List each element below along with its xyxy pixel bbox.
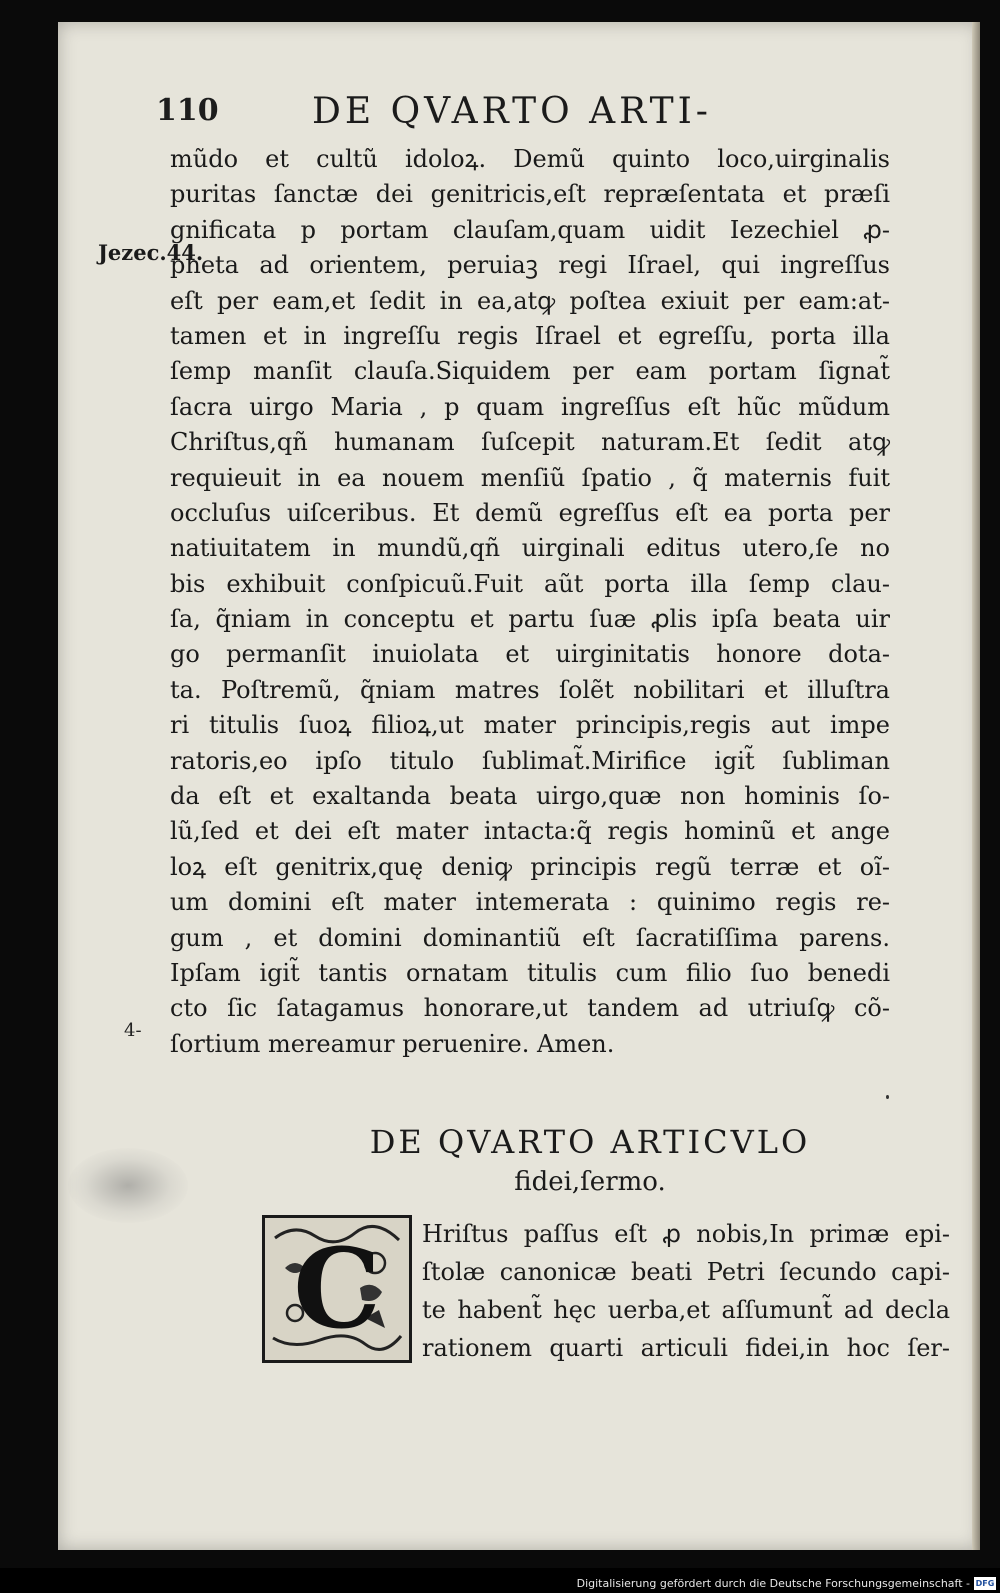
text-line: occluſus uiſceribus. Et demũ egreſſus eſt ea porta per [170,498,890,527]
text-line: go permanſit inuiolata et uirginitatis honore dota- [170,640,890,669]
ink-speck [886,1095,889,1099]
text-line: ſtolæ canonicæ beati Petri ſecundo capi- [422,1258,950,1286]
text-line: da eſt et exaltanda beata uirgo,quæ non hominis ſo- [170,782,890,811]
text-line: gnificata p portam clauſam,quam uidit Iezechiel ꝓ- [170,215,890,244]
dfg-logo-icon: DFG [975,1579,995,1588]
text-line: natiuitatem in mundũ,qñ uirginali editus utero,ſe no [170,534,890,563]
text-line: mũdo et cultũ idoloꝝ. Demũ quinto loco,uirginalis [170,145,890,173]
section-heading [280,1120,900,1200]
ink-blot [68,1148,188,1223]
footer-bar [0,1575,1000,1593]
text-line: ri titulis ſuoꝝ filioꝝ,ut mater principis,regis aut impe [170,711,890,740]
initial-letter: C [293,1224,381,1353]
text-line: ſacra uirgo Maria , p quam ingreſſus eſt hũc mũdum [170,392,890,421]
main-paragraph [170,142,890,1062]
text-line: bis exhibuit conſpicuũ.Fuit aũt porta illa ſemp clau- [170,569,890,598]
text-line: puritas ſanctæ dei genitricis,eſt repræſentata et præſi [170,180,890,209]
text-line: um domini eſt mater intemerata : quinimo regis re- [170,888,890,917]
footer-credit: Digitalisierung gefördert durch die Deutsche Forschungsgemeinschaft - [576,1577,970,1590]
margin-note: Jezec.44. [98,240,204,265]
page-edge [972,22,980,1550]
section-title: DE QVARTO ARTICVLO [369,1123,811,1161]
text-line: eſt per eam,et ſedit in ea,atꝙ poſtea exiuit per eam:at- [170,286,890,315]
section-subtitle: fidei,ſermo. [514,1167,666,1197]
page-number: 110 [156,93,219,128]
margin-mark: 4- [124,1020,142,1041]
text-line: cto ſic ſatagamus honorare,ut tandem ad utriuſꝙ cõ- [170,994,890,1023]
text-line: rationem quarti articuli fidei,in hoc ſer- [422,1334,950,1362]
text-line: Ipſam igit̃ tantis ornatam titulis cum filio ſuo benedi [170,958,890,987]
text-line: Hriſtus paſſus eſt ꝓ nobis,In primæ epi- [422,1220,950,1248]
text-line: gum , et domini dominantiũ eſt ſacratiſſima parens. [170,923,890,952]
text-line: ſa, q̃niam in conceptu et partu ſuæ ꝓlis ipſa beata uir [170,605,890,634]
text-line: loꝝ eſt genitrix,quę deniꝙ principis regũ terræ et oĩ- [170,852,890,881]
text-line: ſortium mereamur peruenire. Amen. [170,1029,615,1058]
text-line: lũ,ſed et dei eſt mater intacta:q̃ regis hominũ et ange [170,817,890,846]
running-head [156,93,896,143]
sermon-opening-paragraph [422,1215,950,1367]
text-line: ratoris,eo ipſo titulo ſublimat̃.Mirifice igit̃ ſubliman [170,746,890,775]
text-line: ta. Poſtremũ, q̃niam matres ſolẽt nobilitari et illuſtra [170,675,890,704]
text-line: tamen et in ingreſſu regis Iſrael et egreſſu, porta illa [170,321,890,350]
running-title: DE QVARTO ARTI- [312,91,712,132]
decorated-initial [262,1215,412,1363]
text-line: pheta ad orientem, peruiaꝫ regi Iſrael, qui ingreſſus [170,251,890,280]
text-line: te habent̃ hęc uerba,et aſſumunt̃ ad decla [422,1296,950,1324]
text-line: requieuit in ea nouem menſiũ ſpatio , q̃ maternis fuit [170,463,890,492]
text-line: ſemp manſit clauſa.Siquidem per eam portam ſignat̃ [170,357,890,386]
text-line: Chriſtus,qñ humanam ſuſcepit naturam.Et ſedit atꝙ [170,428,890,457]
